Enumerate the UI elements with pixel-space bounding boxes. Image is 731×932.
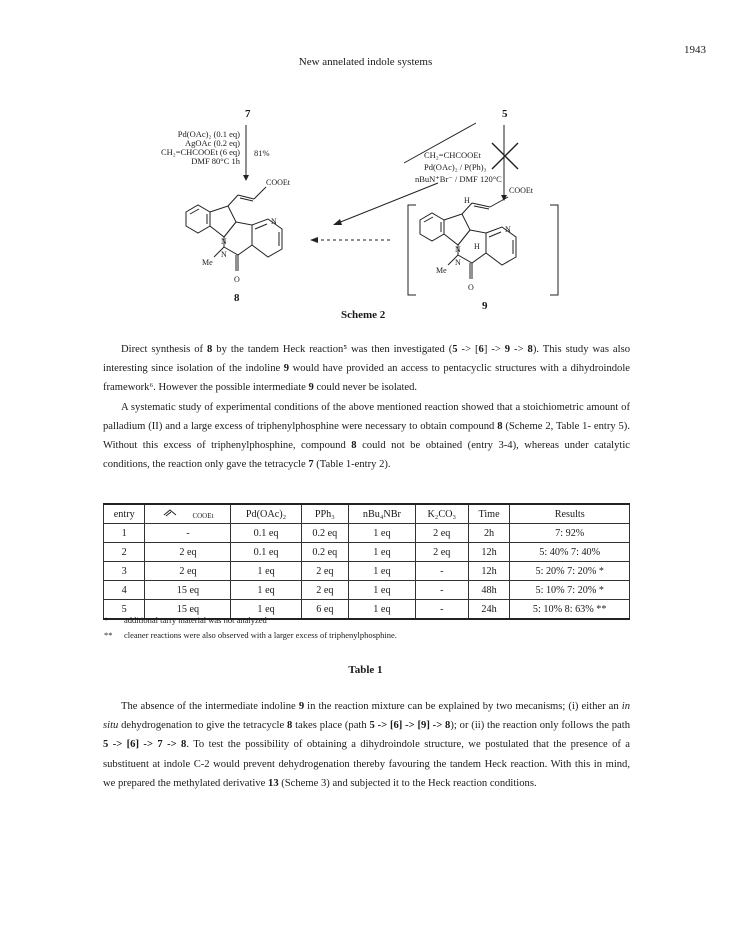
svg-text:Me: Me [436,266,447,275]
header-nbu4nbr: nBu₄NBr [348,504,415,524]
header-time: Time [468,504,510,524]
header-pph3: PPh₃ [301,504,348,524]
svg-text:nBuN⁺Br⁻ / DMF 120°C: nBuN⁺Br⁻ / DMF 120°C [415,174,502,184]
svg-text:CH₂=CHCOOEt: CH₂=CHCOOEt [424,150,481,160]
table-note: ** cleaner reactions were also observed with a larger excess of triphenylphosphine. [104,630,397,640]
table-row: 3 2 eq 1 eq 2 eq 1 eq - 12h 5: 20% 7: 20% * [104,562,630,581]
acrylate-icon [162,508,192,518]
table-notes [104,613,397,643]
svg-text:H: H [474,242,480,251]
right-conditions [415,150,502,184]
table-row: 1 - 0.1 eq 0.2 eq 1 eq 2 eq 2h 7: 92% [104,524,630,543]
paragraph-2: A systematic study of experimental conditions of the above mentioned reaction showed that a stoichiometric amount of palladium (II) and a large excess of triphenylphosphine were necessary to obtain compound 8 (Scheme 2, Table 1- entry 5). Without this excess of triphenylphosphine, compound 8 could not be obtained (entry 3-4), whereas under catalytic conditions, the reaction only gave the tetracycle 7 (Table 1-entry 2). [103,401,630,471]
diagonal-arrow [338,183,438,223]
table-header-row [104,504,630,524]
scheme-2 [0,95,731,330]
header-acrylate: COOEt [145,504,231,524]
left-conditions [161,129,241,166]
page-number: 1943 [684,44,706,56]
svg-text:O: O [234,275,240,284]
body-text-1 [103,340,630,474]
structure-8 [186,187,282,271]
body-text-2 [103,697,630,793]
svg-text:Me: Me [202,258,213,267]
header-entry: entry [104,504,145,524]
scheme-caption: Scheme 2 [341,309,386,321]
svg-text:Pd(OAc)₂ / P(Ph)₃: Pd(OAc)₂ / P(Ph)₃ [424,162,487,172]
table-row: 5 15 eq 1 eq 6 eq 1 eq - 24h 5: 10% 8: 63% ** [104,600,630,620]
compound-5-label: 5 [502,108,508,120]
header-pdoac: Pd(OAc)₂ [231,504,301,524]
svg-text:N: N [455,245,461,254]
svg-text:N: N [221,250,227,259]
svg-text:AgOAc (0.2 eq): AgOAc (0.2 eq) [185,138,240,148]
compound-7-label: 7 [245,108,251,120]
structure-9 [408,197,558,295]
svg-text:H: H [464,196,470,205]
svg-text:N: N [455,258,461,267]
ester-label-8: COOEt [266,178,290,187]
table-note: * additional tarry material was not analyzed [104,615,267,625]
table-row: 2 2 eq 0.1 eq 0.2 eq 1 eq 2 eq 12h 5: 40% 7: 40% [104,543,630,562]
header-k2co3: K₂CO₃ [415,504,468,524]
svg-text:CH₂=CHCOOEt (6 eq): CH₂=CHCOOEt (6 eq) [160,147,240,157]
svg-text:Pd(OAc)₂ (0.1 eq): Pd(OAc)₂ (0.1 eq) [177,129,240,139]
paragraph-1: Direct synthesis of 8 by the tandem Heck reaction⁵ was then investigated (5 -> [6] -> 9 -> 8). This study was also interesting since isolation of the indoline 9 would have provided an access to pentacyclic structures with a dihydroindole framework⁶. However the possible intermediate 9 could never be isolated. [103,344,631,394]
svg-text:DMF 80°C 1h: DMF 80°C 1h [191,156,240,166]
compound-8-label: 8 [234,292,240,304]
paragraph-3: The absence of the intermediate indoline 9 in the reaction mixture can be explained by two mecanisms; (i) either an in situ dehydrogenation to give the tetracycle 8 takes place (path 5 -> [6] -> [9] -> 8); or (ii) the reaction only follows the path 5 -> [6] -> 7 -> 8. To test the possibility of obtaining a dihydroindole structure, we postulated that the presence of a substituent at indole C-2 would prevent dehydrogenation thereby favouring the tandem Heck reaction. With this in mind, we prepared the methylated derivative 13 (Scheme 3) and subjected it to the Heck reaction conditions. [103,701,631,789]
table-caption: Table 1 [348,664,383,676]
header-results: Results [510,504,630,524]
svg-text:N: N [271,217,277,226]
ester-label-9: COOEt [509,186,533,195]
svg-text:N: N [505,225,511,234]
svg-text:N: N [221,237,227,246]
compound-9-label: 9 [482,300,488,312]
left-yield: 81% [254,148,270,158]
svg-text:O: O [468,283,474,292]
table-1 [103,503,630,620]
table-row: 4 15 eq 1 eq 2 eq 1 eq - 48h 5: 10% 7: 20% * [104,581,630,600]
running-head: New annelated indole systems [298,56,433,68]
